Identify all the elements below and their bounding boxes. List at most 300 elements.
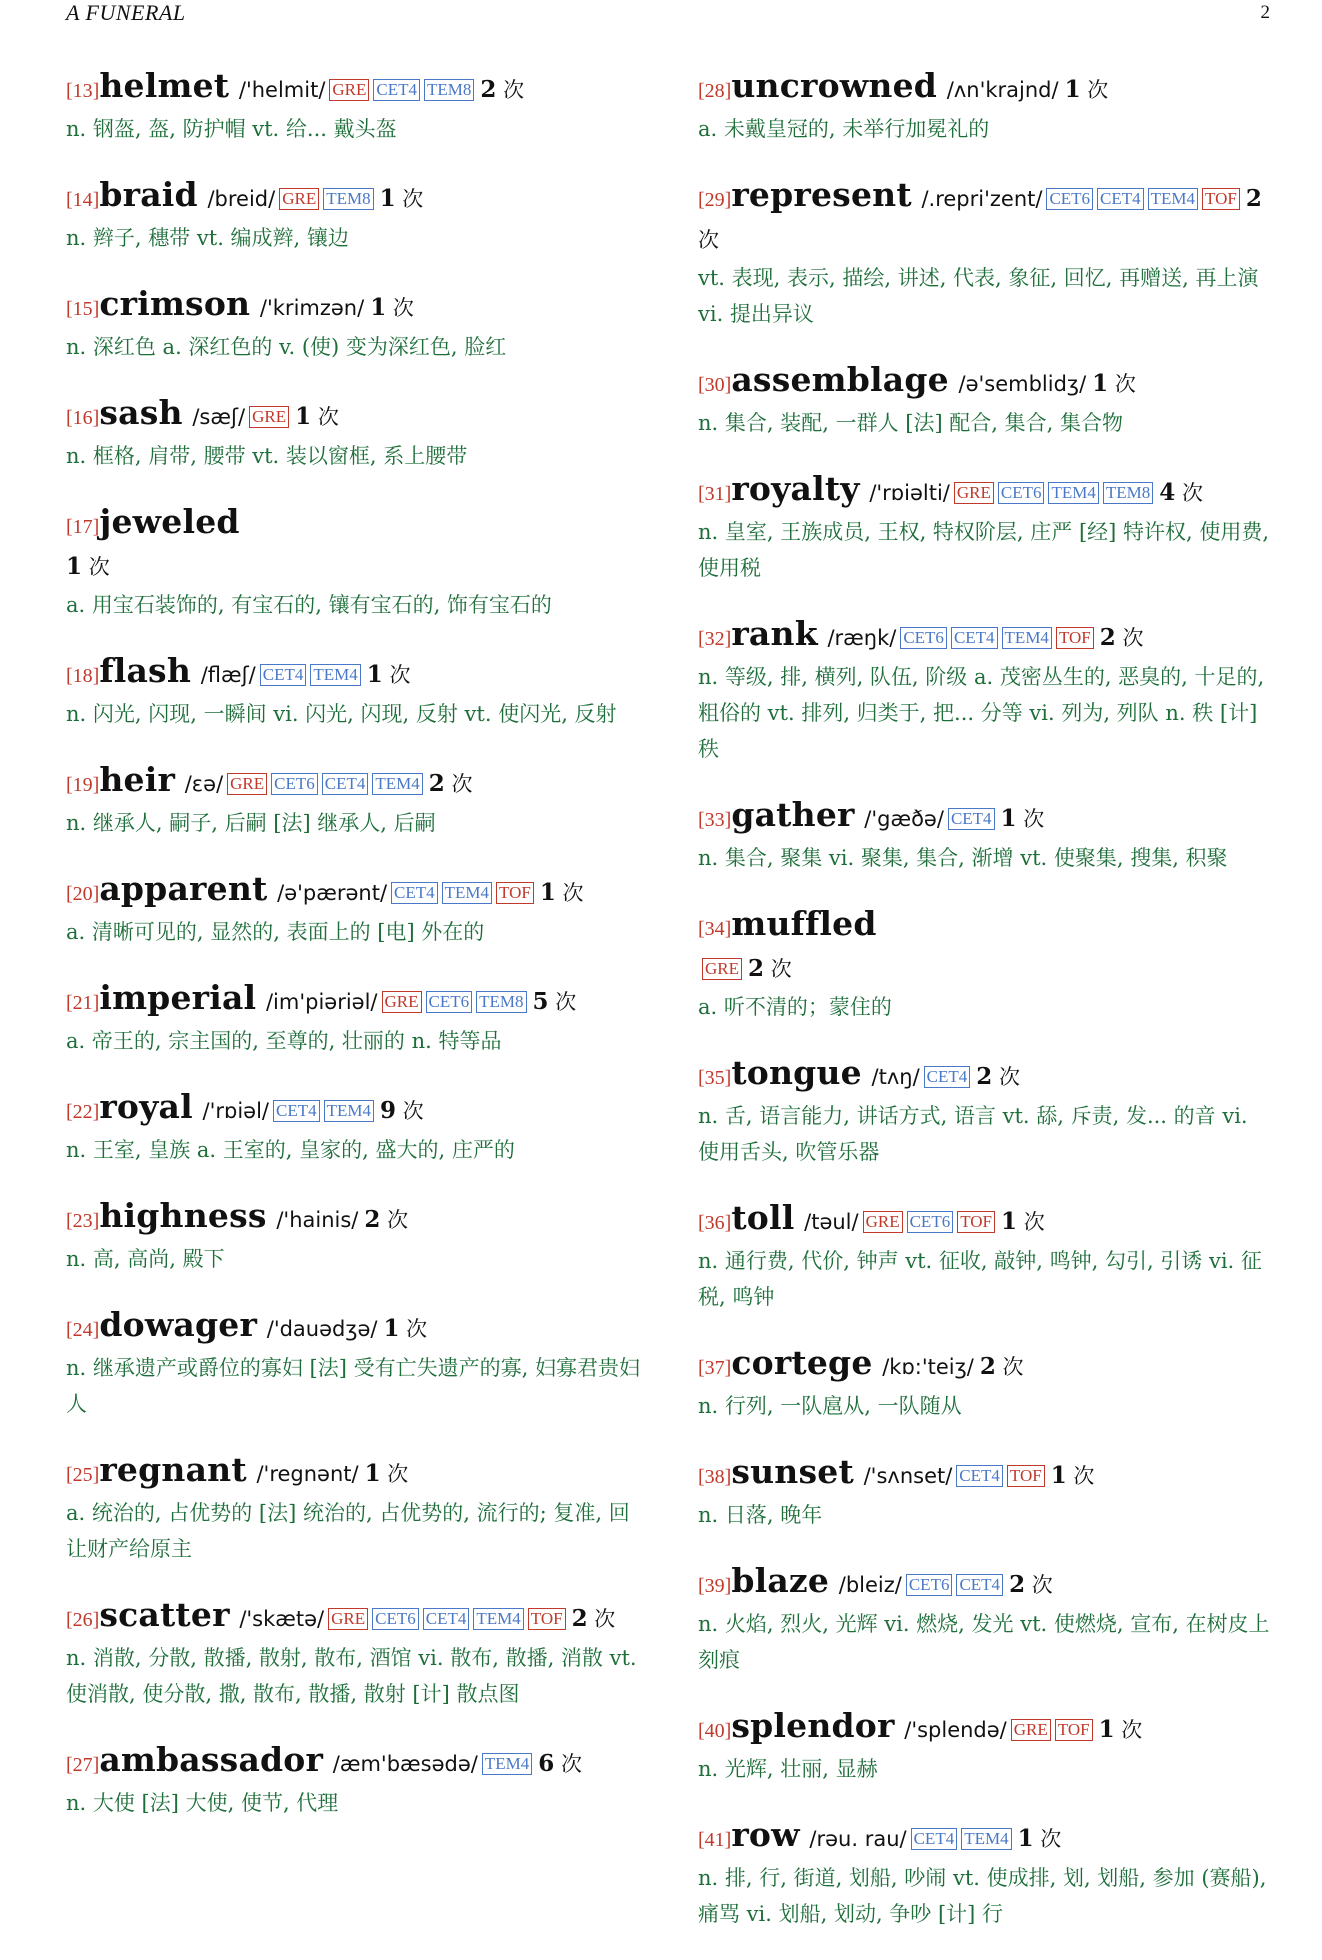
count-suffix: 次 xyxy=(698,228,719,252)
entry-count xyxy=(370,296,414,320)
exam-tag: CET4 xyxy=(924,1066,971,1088)
exam-tag: GRE xyxy=(863,1211,903,1233)
entry-index: [37] xyxy=(698,1357,732,1379)
entry-phonetic: /təul/ xyxy=(797,1210,859,1234)
entry-headline xyxy=(698,1198,1273,1243)
word-entry xyxy=(698,469,1273,586)
count-number: 2 xyxy=(571,1605,588,1632)
entry-count xyxy=(367,663,411,687)
entry-index: [18] xyxy=(66,665,100,687)
count-number: 5 xyxy=(532,988,549,1015)
entry-word: tongue xyxy=(731,1053,862,1092)
entry-word: row xyxy=(731,1815,800,1854)
entry-definition: n. 王室, 皇族 a. 王室的, 皇家的, 盛大的, 庄严的 xyxy=(66,1138,515,1162)
entry-definition: n. 皇室, 王族成员, 王权, 特权阶层, 庄严 [经] 特许权, 使用费, 使用税 xyxy=(698,520,1270,580)
entry-definition: a. 帝王的, 宗主国的, 至尊的, 壮丽的 n. 特等品 xyxy=(66,1029,502,1053)
entry-phonetic: /'rɒiəlti/ xyxy=(862,481,950,505)
exam-tag: CET4 xyxy=(260,664,307,686)
count-number: 1 xyxy=(383,1315,400,1342)
entry-word: jeweled xyxy=(99,502,240,541)
entry-index: [29] xyxy=(698,189,732,211)
count-suffix: 次 xyxy=(380,1208,409,1232)
entry-phonetic: /ʌn'krajnd/ xyxy=(940,78,1059,102)
entry-headline xyxy=(66,393,646,438)
entry-phonetic: /ræŋk/ xyxy=(820,626,897,650)
entry-index: [33] xyxy=(698,809,732,831)
exam-tag: GRE xyxy=(382,991,422,1013)
count-suffix: 次 xyxy=(548,990,577,1014)
entry-index: [39] xyxy=(698,1575,732,1597)
entry-headline xyxy=(66,978,646,1023)
word-entry xyxy=(66,66,646,147)
exam-tag: CET6 xyxy=(426,991,473,1013)
entry-phonetic: /εə/ xyxy=(178,772,224,796)
count-number: 1 xyxy=(379,185,396,212)
entry-index: [36] xyxy=(698,1212,732,1234)
exam-tag: TEM4 xyxy=(473,1608,523,1630)
word-entry xyxy=(698,1706,1273,1787)
entry-phonetic: /tʌŋ/ xyxy=(864,1065,920,1089)
entry-index: [22] xyxy=(66,1101,100,1123)
count-number: 1 xyxy=(370,294,387,321)
exam-tag: GRE xyxy=(329,79,369,101)
entry-word: royalty xyxy=(731,469,860,508)
entry-headline xyxy=(66,1196,646,1241)
entry-count xyxy=(1051,1464,1095,1488)
count-number: 4 xyxy=(1159,479,1176,506)
exam-tag: CET6 xyxy=(1046,188,1093,210)
entry-index: [27] xyxy=(66,1754,100,1776)
count-suffix: 次 xyxy=(444,772,473,796)
entry-word: rank xyxy=(731,614,818,653)
entry-index: [31] xyxy=(698,483,732,505)
entry-count xyxy=(364,1208,408,1232)
entry-index: [13] xyxy=(66,80,100,102)
exam-tag: TEM4 xyxy=(442,882,492,904)
entry-word: helmet xyxy=(99,66,230,105)
exam-tag: TEM4 xyxy=(1002,627,1052,649)
entry-headline xyxy=(66,502,646,547)
count-suffix: 次 xyxy=(1033,1827,1062,1851)
entry-definition: n. 火焰, 烈火, 光辉 vi. 燃烧, 发光 vt. 使燃烧, 宣布, 在树皮上刻痕 xyxy=(698,1612,1270,1672)
exam-tag: TEM8 xyxy=(323,188,373,210)
count-suffix: 次 xyxy=(1017,1210,1045,1234)
entry-definition: n. 继承人, 嗣子, 后嗣 [法] 继承人, 后嗣 xyxy=(66,811,436,835)
entry-word: muffled xyxy=(731,904,877,943)
entry-phonetic: /'krimzən/ xyxy=(253,296,365,320)
entry-headline xyxy=(698,795,1273,840)
count-number: 1 xyxy=(539,879,556,906)
entry-word: ambassador xyxy=(99,1740,324,1779)
entry-count xyxy=(533,990,577,1014)
entry-phonetic: /'gæðə/ xyxy=(857,807,944,831)
entry-word: assemblage xyxy=(731,360,949,399)
entry-headline xyxy=(698,175,1273,260)
entry-word: imperial xyxy=(99,978,257,1017)
entry-headline xyxy=(66,869,646,914)
count-number: 2 xyxy=(976,1063,993,1090)
word-entry xyxy=(698,1343,1273,1424)
entry-definition: a. 听不清的；蒙住的 xyxy=(698,995,892,1019)
entry-index: [25] xyxy=(66,1464,100,1486)
count-number: 6 xyxy=(538,1750,555,1777)
entry-phonetic: /bleiz/ xyxy=(832,1573,902,1597)
entry-definition: n. 大使 [法] 大使, 使节, 代理 xyxy=(66,1791,339,1815)
word-entry xyxy=(66,284,646,365)
entry-word: dowager xyxy=(99,1305,258,1344)
count-suffix: 次 xyxy=(1025,1573,1053,1597)
entry-count xyxy=(1099,1718,1143,1742)
entry-definition: a. 未戴皇冠的, 未举行加冕礼的 xyxy=(698,117,990,141)
exam-tag: TEM4 xyxy=(310,664,360,686)
exam-tag: CET4 xyxy=(373,79,420,101)
entry-count xyxy=(429,772,473,796)
entry-definition: n. 日落, 晚年 xyxy=(698,1503,823,1527)
word-entry xyxy=(66,175,646,256)
entry-index: [21] xyxy=(66,992,100,1014)
entry-word: scatter xyxy=(99,1595,230,1634)
exam-tag: TOF xyxy=(496,882,534,904)
count-number: 2 xyxy=(480,76,497,103)
entry-definition: a. 用宝石装饰的, 有宝石的, 镶有宝石的, 饰有宝石的 xyxy=(66,593,552,617)
right-column xyxy=(698,66,1273,1960)
count-suffix: 次 xyxy=(396,1099,424,1123)
count-suffix: 次 xyxy=(395,187,424,211)
entry-definition: n. 等级, 排, 横列, 队伍, 阶级 a. 茂密丛生的, 恶臭的, 十足的, 粗俗的 vt. 排列, 归类于, 把... 分等 vi. 列为, 列队 n. 秩 [计] 秩 xyxy=(698,665,1265,761)
exam-tag: CET4 xyxy=(911,1828,958,1850)
count-number: 1 xyxy=(1064,76,1081,103)
entry-index: [30] xyxy=(698,374,732,396)
exam-tag: CET6 xyxy=(998,482,1045,504)
exam-tag: TEM4 xyxy=(482,1753,532,1775)
count-suffix: 次 xyxy=(554,1752,582,1776)
entry-word: heir xyxy=(99,760,176,799)
entry-index: [34] xyxy=(698,918,732,940)
count-number: 1 xyxy=(366,661,383,688)
entry-phonetic: /kɒ:'teiʒ/ xyxy=(875,1355,974,1379)
entry-definition: a. 清晰可见的, 显然的, 表面上的 [电] 外在的 xyxy=(66,920,485,944)
entry-index: [35] xyxy=(698,1067,732,1089)
entry-headline xyxy=(66,1087,646,1132)
entry-headline xyxy=(66,175,646,220)
page-header xyxy=(66,0,1270,28)
entry-definition: a. 统治的, 占优势的 [法] 统治的, 占优势的, 流行的; 复准, 回让财产给原主 xyxy=(66,1501,630,1561)
word-entry xyxy=(698,614,1273,767)
entry-index: [38] xyxy=(698,1466,732,1488)
entry-phonetic: /'dauədʒə/ xyxy=(260,1317,378,1341)
count-suffix: 次 xyxy=(496,78,525,102)
count-number: 1 xyxy=(1001,1208,1018,1235)
count-suffix: 次 xyxy=(1114,1718,1143,1742)
entry-headline xyxy=(698,1815,1273,1860)
exam-tag: TOF xyxy=(1055,1719,1093,1741)
count-suffix: 次 xyxy=(1066,1464,1095,1488)
count-number: 2 xyxy=(364,1206,381,1233)
entry-word: highness xyxy=(99,1196,267,1235)
entry-phonetic: /'rɒiəl/ xyxy=(195,1099,269,1123)
entry-count xyxy=(480,78,524,102)
exam-tag: GRE xyxy=(702,958,742,980)
exam-tag: TEM4 xyxy=(324,1100,374,1122)
count-number: 2 xyxy=(748,955,765,982)
count-suffix: 次 xyxy=(1115,626,1144,650)
exam-tag: TEM4 xyxy=(372,773,422,795)
exam-tag: GRE xyxy=(1011,1719,1051,1741)
entry-count xyxy=(976,1065,1020,1089)
entry-index: [40] xyxy=(698,1720,732,1742)
entry-phonetic: /im'piəriəl/ xyxy=(259,990,378,1014)
count-suffix: 次 xyxy=(1080,78,1109,102)
word-entry xyxy=(698,795,1273,876)
word-entry xyxy=(698,1198,1273,1315)
exam-tag: TEM4 xyxy=(1148,188,1198,210)
count-suffix: 次 xyxy=(1108,372,1136,396)
word-entry xyxy=(66,1196,646,1277)
entry-index: [24] xyxy=(66,1319,100,1341)
count-number: 2 xyxy=(1099,624,1116,651)
count-suffix: 次 xyxy=(992,1065,1020,1089)
entry-count xyxy=(540,881,584,905)
exam-tag: CET4 xyxy=(956,1465,1003,1487)
exam-tag: TOF xyxy=(1007,1465,1045,1487)
entry-headline xyxy=(66,651,646,696)
exam-tag: TOF xyxy=(957,1211,995,1233)
exam-tag: GRE xyxy=(227,773,267,795)
count-number: 1 xyxy=(1017,1825,1034,1852)
entry-count xyxy=(1001,1210,1045,1234)
exam-tag: CET6 xyxy=(271,773,318,795)
entry-phonetic: /flæʃ/ xyxy=(194,663,256,687)
word-entry xyxy=(66,760,646,841)
entry-count xyxy=(365,1462,409,1486)
word-entry xyxy=(698,1561,1273,1678)
count-suffix: 次 xyxy=(1016,807,1045,831)
entry-headline xyxy=(66,760,646,805)
entry-headline xyxy=(698,469,1273,514)
entry-phonetic: /sæʃ/ xyxy=(185,405,246,429)
entry-phonetic: /ə'semblidʒ/ xyxy=(951,372,1087,396)
entry-definition: n. 集合, 装配, 一群人 [法] 配合, 集合, 集合物 xyxy=(698,411,1124,435)
entry-count xyxy=(295,405,339,429)
exam-tag: CET4 xyxy=(951,627,998,649)
word-entry xyxy=(66,1740,646,1821)
exam-tag: CET4 xyxy=(956,1574,1003,1596)
entry-word: blaze xyxy=(731,1561,830,1600)
entry-headline xyxy=(698,66,1273,111)
count-suffix: 次 xyxy=(82,555,110,579)
entry-index: [16] xyxy=(66,407,100,429)
count-number: 1 xyxy=(1000,805,1017,832)
exam-tag: CET4 xyxy=(322,773,369,795)
exam-tag: CET4 xyxy=(423,1608,470,1630)
word-entry xyxy=(698,904,1273,1025)
entry-definition: n. 集合, 聚集 vi. 聚集, 集合, 渐增 vt. 使聚集, 搜集, 积聚 xyxy=(698,846,1228,870)
entry-definition: n. 通行费, 代价, 钟声 vt. 征收, 敲钟, 鸣钟, 勾引, 引诱 vi. 征税, 鸣钟 xyxy=(698,1249,1262,1309)
entry-phonetic: /.repri'zent/ xyxy=(914,187,1043,211)
exam-tag: TEM8 xyxy=(1103,482,1153,504)
word-entry xyxy=(66,1087,646,1168)
word-entry xyxy=(698,175,1273,332)
entry-index: [19] xyxy=(66,774,100,796)
entry-index: [14] xyxy=(66,189,100,211)
exam-tag: CET4 xyxy=(391,882,438,904)
entry-count xyxy=(66,555,110,579)
exam-tag: CET4 xyxy=(948,808,995,830)
count-number: 1 xyxy=(66,553,83,580)
entry-count xyxy=(1159,481,1203,505)
word-entry xyxy=(698,1452,1273,1533)
entry-count xyxy=(1100,626,1144,650)
count-number: 2 xyxy=(428,770,445,797)
entry-count xyxy=(1001,807,1045,831)
entry-phonetic: /'skætə/ xyxy=(232,1607,325,1631)
count-suffix: 次 xyxy=(386,296,414,320)
entry-count xyxy=(1018,1827,1062,1851)
entry-count xyxy=(380,1099,424,1123)
entry-word: splendor xyxy=(731,1706,895,1745)
count-suffix: 次 xyxy=(587,1607,616,1631)
entry-count xyxy=(1065,78,1109,102)
count-suffix: 次 xyxy=(382,663,411,687)
entry-word: regnant xyxy=(99,1450,247,1489)
word-entry xyxy=(698,360,1273,441)
entry-index: [15] xyxy=(66,298,100,320)
exam-tag: CET6 xyxy=(900,627,947,649)
word-entry xyxy=(66,869,646,950)
count-number: 1 xyxy=(364,1460,381,1487)
entry-word: sash xyxy=(99,393,183,432)
entry-headline xyxy=(66,1305,646,1350)
entry-definition: n. 闪光, 闪现, 一瞬间 vi. 闪光, 闪现, 反射 vt. 使闪光, 反射 xyxy=(66,702,617,726)
entry-word: crimson xyxy=(99,284,251,323)
count-number: 2 xyxy=(1245,185,1262,212)
entry-headline xyxy=(698,1561,1273,1606)
exam-tag: TOF xyxy=(1056,627,1094,649)
entry-count xyxy=(1009,1573,1053,1597)
entry-count xyxy=(538,1752,582,1776)
entry-headline xyxy=(698,1452,1273,1497)
entry-phonetic: /'sʌnset/ xyxy=(856,1464,953,1488)
entry-count xyxy=(383,1317,427,1341)
count-number: 1 xyxy=(295,403,312,430)
exam-tag: TEM8 xyxy=(476,991,526,1013)
entry-index: [20] xyxy=(66,883,100,905)
entry-definition: n. 钢盔, 盔, 防护帽 vt. 给... 戴头盔 xyxy=(66,117,397,141)
exam-tag: TEM4 xyxy=(961,1828,1011,1850)
count-suffix: 次 xyxy=(764,957,792,981)
entry-headline xyxy=(66,66,646,111)
entry-headline xyxy=(698,904,1273,949)
exam-tag: TOF xyxy=(1202,188,1240,210)
entry-phonetic: /'regnənt/ xyxy=(249,1462,359,1486)
entry-headline-cont xyxy=(698,949,1273,989)
entry-count xyxy=(1092,372,1136,396)
word-entry xyxy=(66,651,646,732)
count-suffix: 次 xyxy=(380,1462,409,1486)
exam-tag: CET4 xyxy=(1097,188,1144,210)
entry-count xyxy=(380,187,424,211)
entry-headline-cont xyxy=(66,547,646,587)
entry-count xyxy=(748,957,792,981)
entry-definition: n. 继承遗产或爵位的寡妇 [法] 受有亡失遗产的寡, 妇寡君贵妇人 xyxy=(66,1356,640,1416)
entry-definition: n. 行列, 一队扈从, 一队随从 xyxy=(698,1394,962,1418)
entry-headline xyxy=(66,1740,646,1785)
entry-word: gather xyxy=(731,795,855,834)
word-entry xyxy=(698,1815,1273,1932)
entry-phonetic: /'helmit/ xyxy=(232,78,326,102)
entry-phonetic: /'hainis/ xyxy=(269,1208,359,1232)
entry-count xyxy=(572,1607,616,1631)
word-entry xyxy=(66,1305,646,1422)
count-suffix: 次 xyxy=(1175,481,1203,505)
entry-definition: vt. 表现, 表示, 描绘, 讲述, 代表, 象征, 回忆, 再赠送, 再上演 vi. 提出异议 xyxy=(698,266,1259,326)
exam-tag: CET4 xyxy=(273,1100,320,1122)
entry-index: [28] xyxy=(698,80,732,102)
count-suffix: 次 xyxy=(399,1317,428,1341)
entry-word: sunset xyxy=(731,1452,854,1491)
count-number: 1 xyxy=(1098,1716,1115,1743)
entry-headline xyxy=(698,614,1273,659)
entry-definition: n. 辫子, 穗带 vt. 编成辫, 镶边 xyxy=(66,226,349,250)
exam-tag: GRE xyxy=(279,188,319,210)
word-entry xyxy=(66,502,646,623)
exam-tag: CET6 xyxy=(372,1608,419,1630)
count-suffix: 次 xyxy=(555,881,584,905)
exam-tag: TOF xyxy=(528,1608,566,1630)
exam-tag: GRE xyxy=(328,1608,368,1630)
entry-word: cortege xyxy=(731,1343,873,1382)
entry-phonetic: /breid/ xyxy=(200,187,276,211)
entry-word: toll xyxy=(731,1198,795,1237)
entry-index: [32] xyxy=(698,628,732,650)
entry-definition: n. 舌, 语言能力, 讲话方式, 语言 vt. 舔, 斥责, 发... 的音 vi. 使用舌头, 吹管乐器 xyxy=(698,1104,1248,1164)
word-entry xyxy=(66,1595,646,1712)
count-number: 9 xyxy=(379,1097,396,1124)
entry-headline xyxy=(66,284,646,329)
exam-tag: GRE xyxy=(249,406,289,428)
entry-index: [26] xyxy=(66,1609,100,1631)
exam-tag: TEM4 xyxy=(1048,482,1098,504)
entry-index: [23] xyxy=(66,1210,100,1232)
entry-definition: n. 高, 高尚, 殿下 xyxy=(66,1247,225,1271)
exam-tag: CET6 xyxy=(906,1574,953,1596)
entry-word: flash xyxy=(99,651,192,690)
entry-headline xyxy=(698,1053,1273,1098)
word-entry xyxy=(66,393,646,474)
entry-definition: n. 深红色 a. 深红色的 v. (使) 变为深红色, 脸红 xyxy=(66,335,507,359)
entry-word: braid xyxy=(99,175,198,214)
word-entry xyxy=(66,978,646,1059)
exam-tag: TEM8 xyxy=(424,79,474,101)
count-number: 2 xyxy=(979,1353,996,1380)
entry-headline xyxy=(66,1450,646,1495)
entry-phonetic: /ə'pærənt/ xyxy=(270,881,388,905)
entry-headline xyxy=(698,1343,1273,1388)
count-suffix: 次 xyxy=(995,1355,1024,1379)
entry-index: [17] xyxy=(66,516,100,538)
count-number: 2 xyxy=(1009,1571,1026,1598)
entry-definition: n. 框格, 肩带, 腰带 vt. 装以窗框, 系上腰带 xyxy=(66,444,468,468)
count-number: 1 xyxy=(1050,1462,1067,1489)
entry-definition: n. 光辉, 壮丽, 显赫 xyxy=(698,1757,878,1781)
entry-word: apparent xyxy=(99,869,268,908)
entry-index: [41] xyxy=(698,1829,732,1851)
left-column xyxy=(66,66,646,1849)
word-entry xyxy=(698,66,1273,147)
entry-definition: n. 消散, 分散, 散播, 散射, 散布, 酒馆 vi. 散布, 散播, 消散 vt. 使消散, 使分散, 撒, 散布, 散播, 散射 [计] 散点图 xyxy=(66,1646,637,1706)
entry-phonetic: /'splendə/ xyxy=(897,1718,1007,1742)
exam-tag: GRE xyxy=(954,482,994,504)
